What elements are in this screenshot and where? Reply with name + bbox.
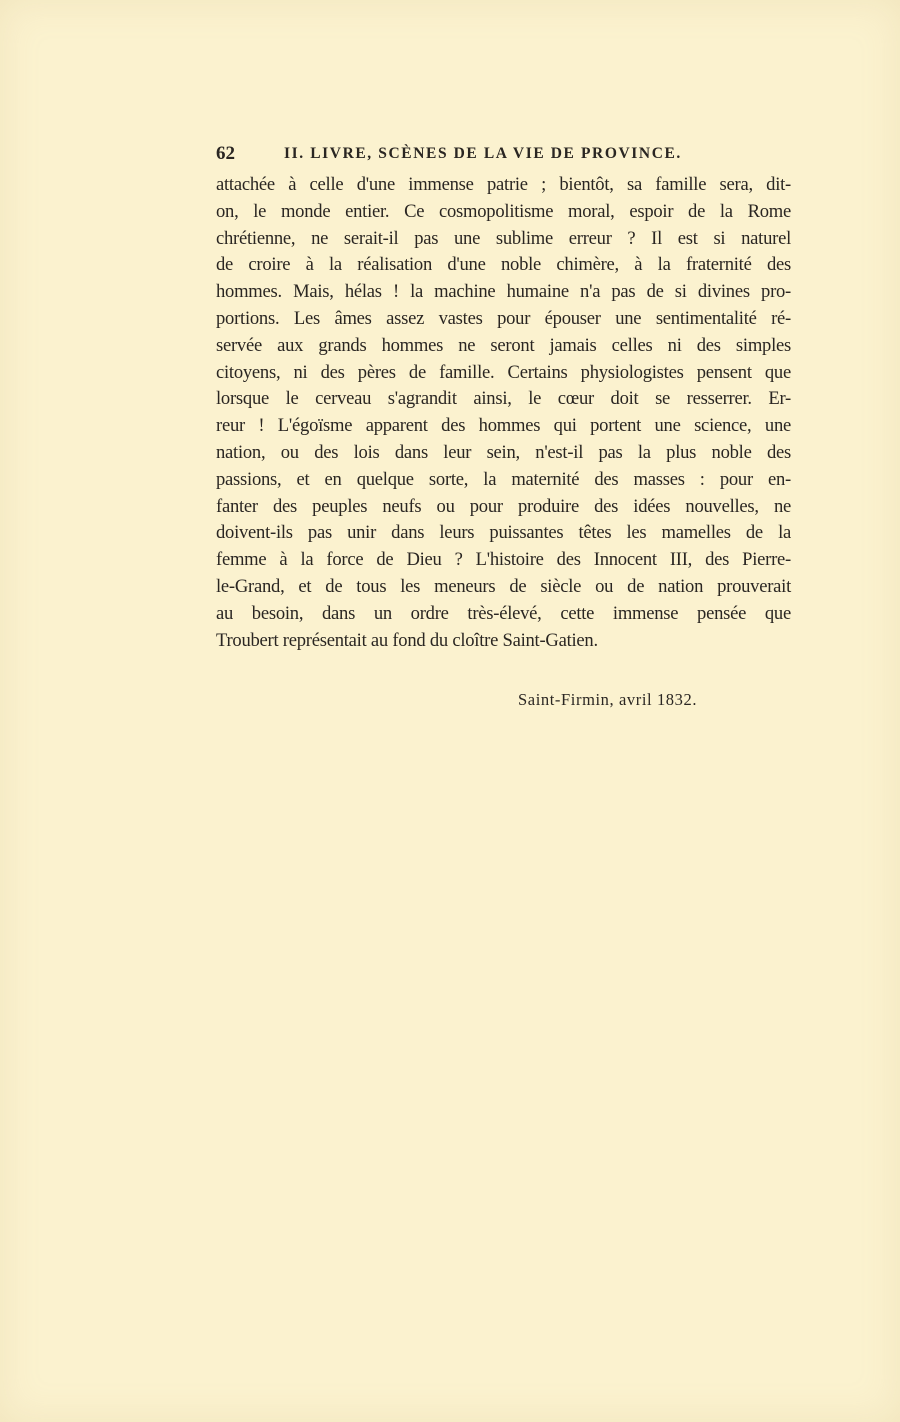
running-title: II. LIVRE, SCÈNES DE LA VIE DE PROVINCE. — [284, 145, 682, 162]
text-line: reur ! L'égoïsme apparent des hommes qui portent une science, une — [216, 415, 791, 437]
text-line: on, le monde entier. Ce cosmopolitisme moral, espoir de la Rome — [216, 200, 791, 222]
text-line: lorsque le cerveau s'agrandit ainsi, le cœur doit se resserrer. Er- — [216, 388, 791, 410]
text-line: de croire à la réalisation d'une noble chimère, à la fraternité des — [216, 254, 791, 276]
text-line: le-Grand, et de tous les meneurs de siècle ou de nation prouverait — [216, 575, 791, 597]
page-number: 62 — [216, 143, 235, 164]
signature-dateline: Saint-Firmin, avril 1832. — [518, 690, 698, 709]
text-line: attachée à celle d'une immense patrie ; bientôt, sa famille sera, dit- — [216, 174, 791, 195]
text-line: Troubert représentait au fond du cloître Saint-Gatien. — [216, 629, 598, 651]
text-line: doivent-ils pas unir dans leurs puissantes têtes les mamelles de la — [216, 522, 791, 544]
text-line: servée aux grands hommes ne seront jamais celles ni des simples — [216, 334, 791, 356]
text-line: hommes. Mais, hélas ! la machine humaine n'a pas de si divines pro- — [216, 281, 791, 303]
text-line: portions. Les âmes assez vastes pour épouser une sentimentalité ré- — [216, 307, 791, 329]
text-line: fanter des peuples neufs ou pour produire des idées nouvelles, ne — [216, 495, 791, 517]
text-line: passions, et en quelque sorte, la maternité des masses : pour en- — [216, 468, 791, 490]
page-header — [216, 143, 791, 169]
text-line: au besoin, dans un ordre très-élevé, cette immense pensée que — [216, 602, 791, 624]
body-text — [216, 172, 791, 654]
text-line: chrétienne, ne serait-il pas une sublime erreur ? Il est si naturel — [216, 227, 791, 249]
text-line: citoyens, ni des pères de famille. Certains physiologistes pensent que — [216, 361, 791, 383]
text-line: femme à la force de Dieu ? L'histoire des Innocent III, des Pierre- — [216, 549, 791, 571]
text-line: nation, ou des lois dans leur sein, n'est-il pas la plus noble des — [216, 441, 791, 463]
